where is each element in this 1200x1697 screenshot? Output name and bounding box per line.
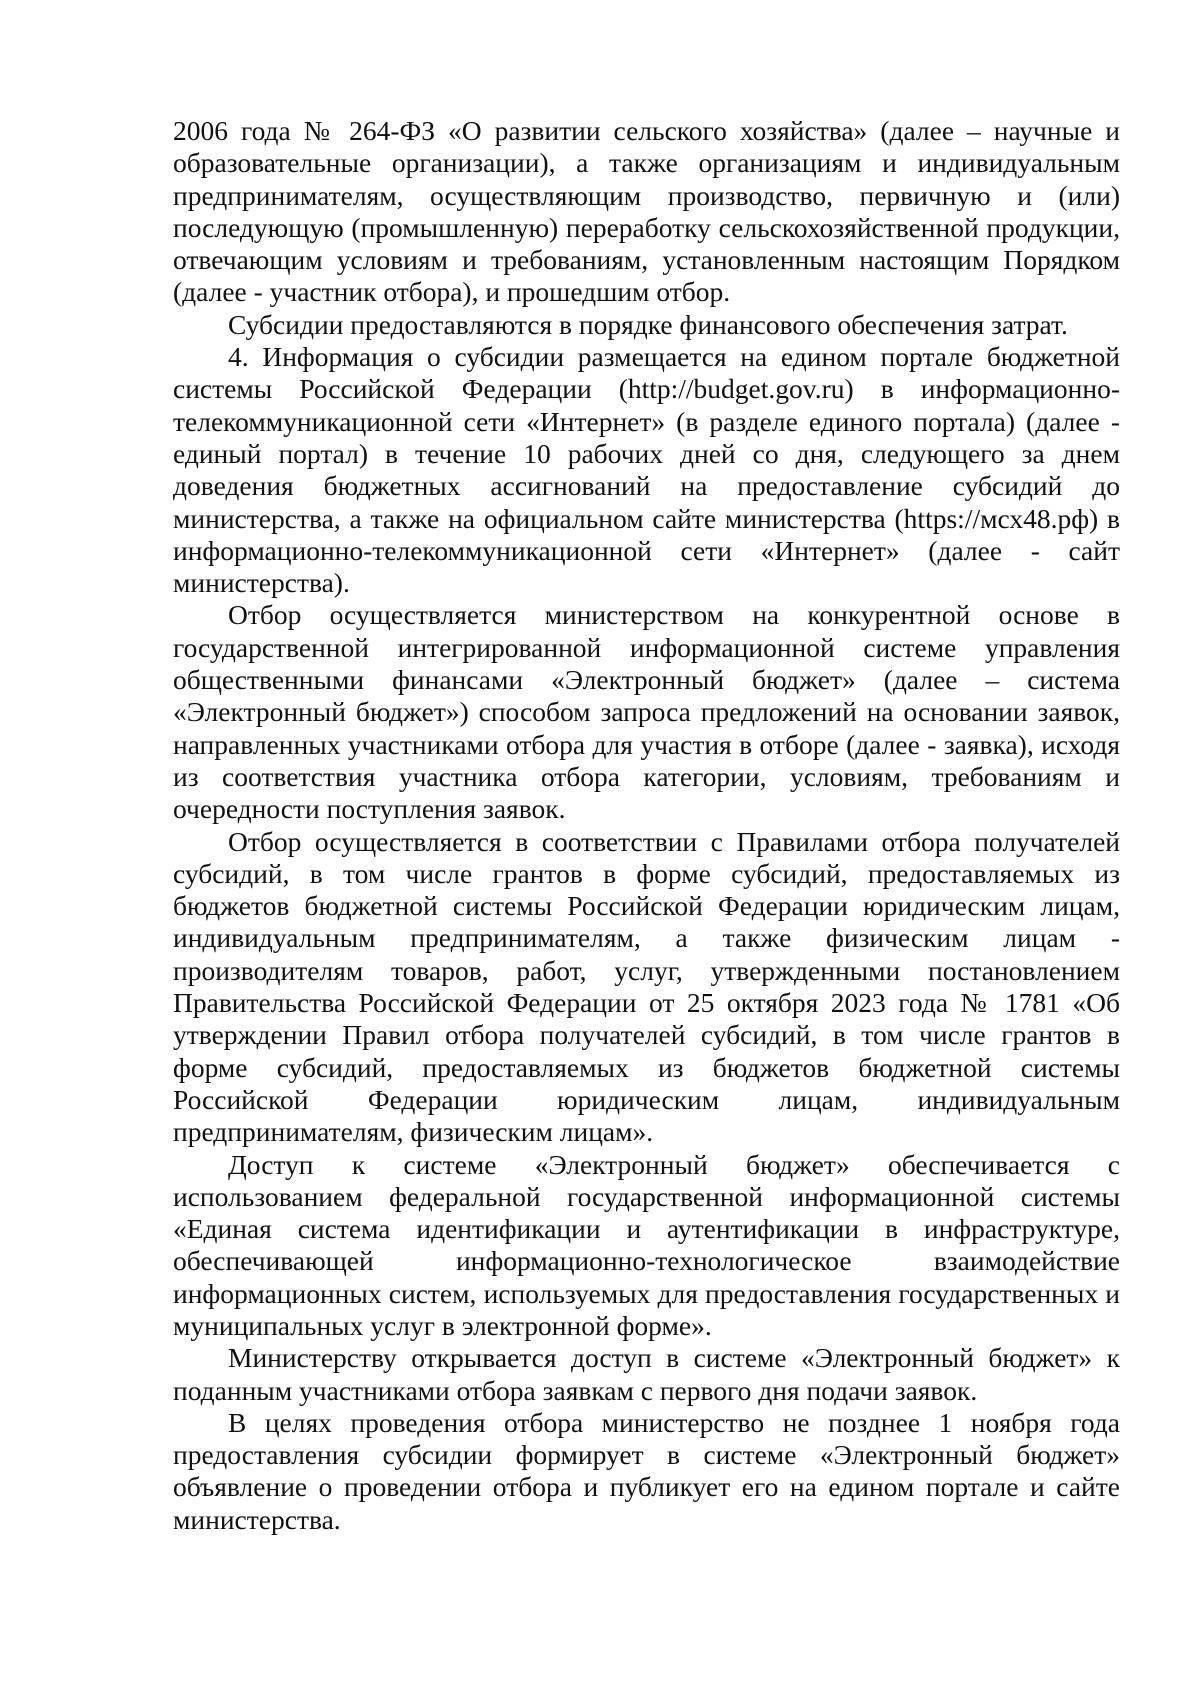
paragraph-4: Отбор осуществляется министерством на конкурентной основе в государственной интегрированной информационной системе управления общественными финансами «Электронный бюджет» (далее – система «Электронный бюджет») способом запроса предложений на основании заявок, направленных участниками отбора для участия в отборе (далее - заявка), исходя из соответствия участника отбора категории, условиям, требованиям и очередности поступления заявок. bbox=[173, 599, 1120, 825]
paragraph-1: 2006 года № 264-ФЗ «О развитии сельского хозяйства» (далее – научные и образовательные организации), а также организациям и индивидуальным предпринимателям, осуществляющим производство, первичную и (или) последующую (промышленную) переработку сельскохозяйственной продукции, отвечающим условиям и требованиям, установленным настоящим Порядком (далее - участник отбора), и прошедшим отбор. bbox=[173, 115, 1120, 308]
paragraph-6: Доступ к системе «Электронный бюджет» обеспечивается с использованием федеральной государственной информационной системы «Единая система идентификации и аутентификации в инфраструктуре, обеспечивающей информационно-технологическое взаимодействие информационных систем, используемых для предоставления государственных и муниципальных услуг в электронной форме». bbox=[173, 1148, 1120, 1341]
paragraph-2: Субсидии предоставляются в порядке финансового обеспечения затрат. bbox=[228, 308, 1068, 340]
paragraph-3: 4. Информация о субсидии размещается на едином портале бюджетной системы Российской Федерации (http://budget.gov.ru) в информационно-телекоммуникационной сети «Интернет» (в разделе единого портала) (далее - единый портал) в течение 10 рабочих дней со дня, следующего за днем доведения бюджетных ассигнований на предоставление субсидий до министерства, а также на официальном сайте министерства (https://мсх48.рф) в информационно-телекоммуникационной сети «Интернет» (далее - сайт министерства). bbox=[173, 341, 1120, 599]
paragraph-5: Отбор осуществляется в соответствии с Правилами отбора получателей субсидий, в том числе грантов в форме субсидий, предоставляемых из бюджетов бюджетной системы Российской Федерации юридическим лицам, индивидуальным предпринимателям, а также физическим лицам - производителям товаров, работ, услуг, утвержденными постановлением Правительства Российской Федерации от 25 октября 2023 года № 1781 «Об утверждении Правил отбора получателей субсидий, в том числе грантов в форме субсидий, предоставляемых из бюджетов бюджетной системы Российской Федерации юридическим лицам, индивидуальным предпринимателям, физическим лицам». bbox=[173, 825, 1120, 1148]
document-body bbox=[173, 115, 1120, 1536]
paragraph-8: В целях проведения отбора министерство не позднее 1 ноября года предоставления субсидии формирует в системе «Электронный бюджет» объявление о проведении отбора и публикует его на едином портале и сайте министерства. bbox=[173, 1406, 1120, 1535]
paragraph-7: Министерству открывается доступ в системе «Электронный бюджет» к поданным участниками отбора заявкам с первого дня подачи заявок. bbox=[173, 1342, 1120, 1406]
